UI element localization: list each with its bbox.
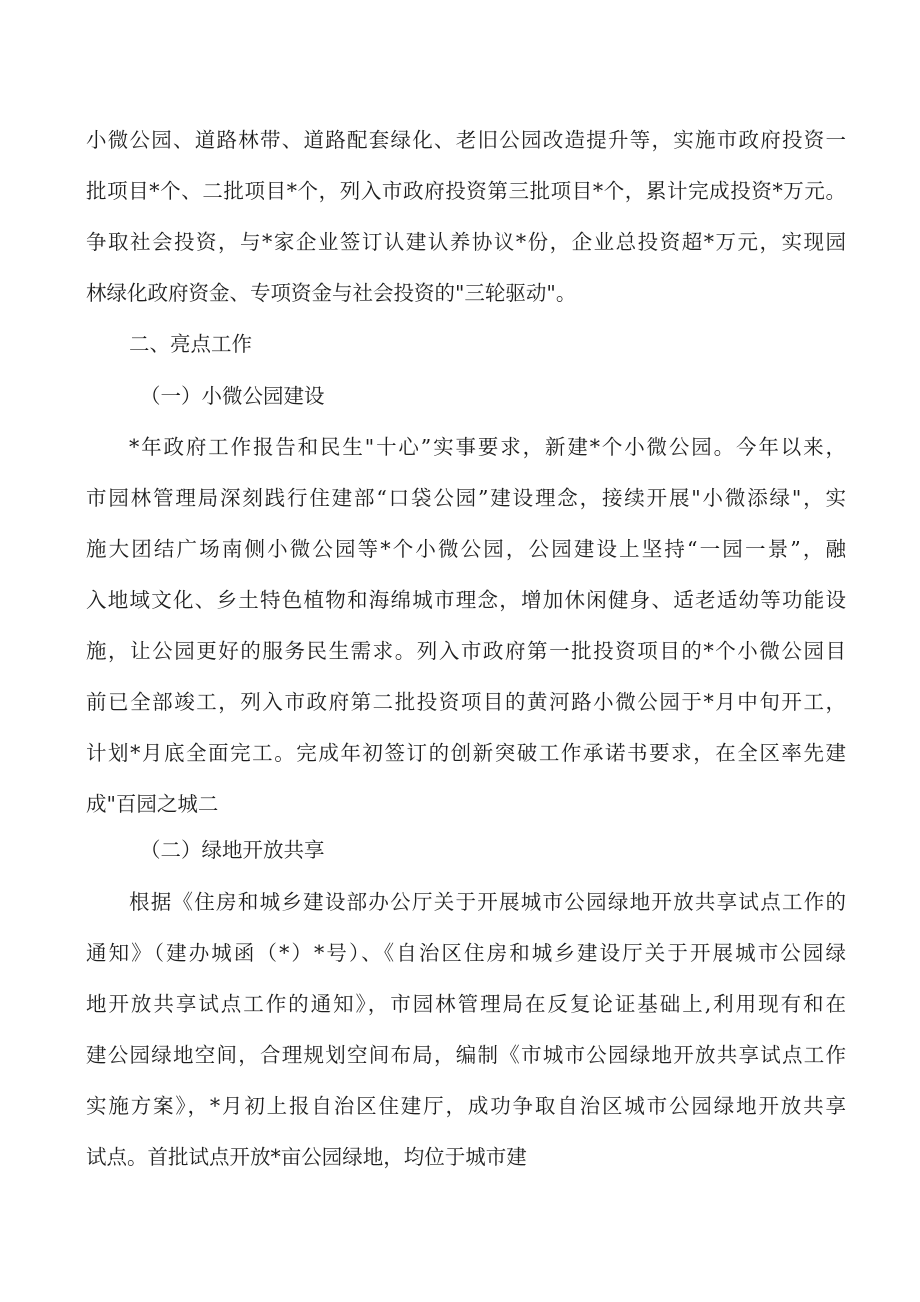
- paragraph-3-line-4: 建公园绿地空间，合理规划空间布局，编制《市城市公园绿地开放共享试点工作: [86, 1043, 846, 1067]
- subsection-1-heading: （一）小微公园建设: [140, 384, 325, 408]
- paragraph-2-line-8: 成"百园之城二: [86, 792, 219, 816]
- paragraph-2-line-6: 前已全部竣工，列入市政府第二批投资项目的黄河路小微公园于*月中旬开工，: [86, 690, 846, 714]
- paragraph-2-line-3: 施大团结广场南侧小微公园等*个小微公园，公园建设上坚持“一园一景”，融: [86, 537, 846, 561]
- paragraph-1-line-1: 小微公园、道路林带、道路配套绿化、老旧公园改造提升等，实施市政府投资一: [86, 128, 846, 152]
- paragraph-3-line-5: 实施方案》，*月初上报自治区住建厅，成功争取自治区城市公园绿地开放共享: [86, 1094, 846, 1118]
- section-2-heading: 二、亮点工作: [129, 332, 252, 356]
- paragraph-3-line-1: 根据《住房和城乡建设部办公厅关于开展城市公园绿地开放共享试点工作的: [129, 890, 846, 914]
- paragraph-2-line-1: *年政府工作报告和民生"十心”实事要求，新建*个小微公园。今年以来，: [129, 435, 846, 459]
- paragraph-2-line-7: 计划*月底全面完工。完成年初签订的创新突破工作承诺书要求，在全区率先建: [86, 741, 846, 765]
- subsection-2-heading: （二）绿地开放共享: [140, 838, 325, 862]
- paragraph-2-line-5: 施，让公园更好的服务民生需求。列入市政府第一批投资项目的*个小微公园目: [86, 639, 846, 663]
- paragraph-3-line-2: 通知》（建办城函（*）*号）、《自治区住房和城乡建设厅关于开展城市公园绿: [86, 941, 846, 965]
- paragraph-3-line-3: 地开放共享试点工作的通知》，市园林管理局在反复论证基础上,利用现有和在: [86, 992, 846, 1016]
- paragraph-2-line-2: 市园林管理局深刻践行住建部“口袋公园”建设理念，接续开展"小微添绿"，实: [86, 486, 846, 510]
- paragraph-2-line-4: 入地域文化、乡土特色植物和海绵城市理念，增加休闲健身、适老适幼等功能设: [86, 588, 846, 612]
- paragraph-1-line-2: 批项目*个、二批项目*个，列入市政府投资第三批项目*个，累计完成投资*万元。: [86, 179, 846, 203]
- paragraph-1-line-4: 林绿化政府资金、专项资金与社会投资的"三轮驱动"。: [86, 281, 577, 305]
- paragraph-1-line-3: 争取社会投资，与*家企业签订认建认养协议*份，企业总投资超*万元，实现园: [86, 230, 846, 254]
- paragraph-3-line-6: 试点。首批试点开放*亩公园绿地，均位于城市建: [86, 1145, 527, 1169]
